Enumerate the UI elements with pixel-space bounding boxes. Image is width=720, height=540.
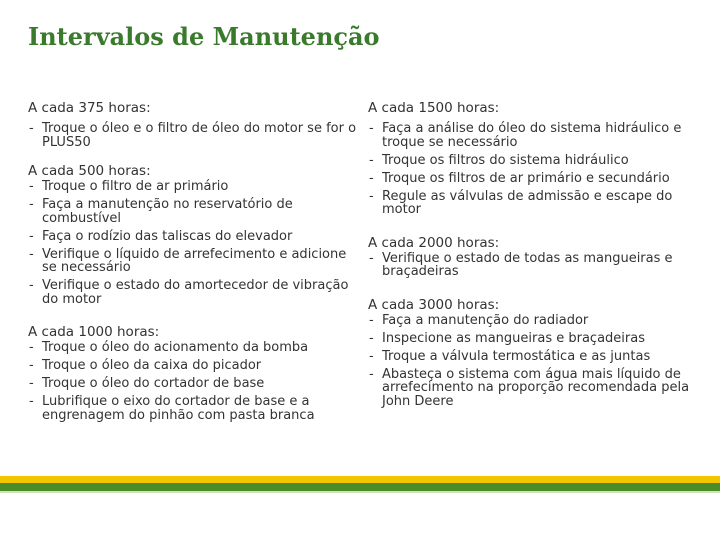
interval-500h xyxy=(28,163,358,306)
list-item: - Abasteça o sistema com água mais líquido de arrefecimento na proporção recomendada pela John Deere xyxy=(368,368,698,409)
list-item: - Verifique o estado de todas as mangueiras e braçadeiras xyxy=(368,252,698,279)
section-heading: A cada 1000 horas: xyxy=(28,324,160,340)
section-heading: A cada 375 horas: xyxy=(28,100,151,116)
footer-stripe-light xyxy=(0,491,720,493)
list-item: - Faça o rodízio das taliscas do elevador xyxy=(28,230,358,244)
section-heading: A cada 1500 horas: xyxy=(368,100,500,116)
interval-3000h xyxy=(368,297,698,409)
task-list xyxy=(368,122,698,217)
footer-stripe-green xyxy=(0,483,720,491)
list-item: - Regule as válvulas de admissão e escape do motor xyxy=(368,190,698,217)
interval-1000h xyxy=(28,324,358,422)
list-item: - Verifique o estado do amortecedor de vibração do motor xyxy=(28,279,358,306)
list-item: - Verifique o líquido de arrefecimento e adicione se necessário xyxy=(28,248,358,275)
list-item: - Troque o óleo da caixa do picador xyxy=(28,359,358,373)
section-heading: A cada 2000 horas: xyxy=(368,234,500,251)
list-item: - Troque o filtro de ar primário xyxy=(28,180,358,194)
task-list xyxy=(368,252,698,279)
left-column xyxy=(28,100,358,436)
task-list xyxy=(368,314,698,409)
interval-2000h xyxy=(368,235,698,279)
task-list xyxy=(28,180,358,306)
list-item: - Troque os filtros do sistema hidráulico xyxy=(368,154,698,168)
list-item: - Troque o óleo do cortador de base xyxy=(28,377,358,391)
section-heading: A cada 500 horas: xyxy=(28,163,151,179)
list-item: - Faça a manutenção no reservatório de combustível xyxy=(28,198,358,225)
footer-stripe xyxy=(0,476,720,493)
interval-375h xyxy=(28,100,358,149)
list-item: - Faça a manutenção do radiador xyxy=(368,314,698,328)
list-item: - Troque o óleo do acionamento da bomba xyxy=(28,341,358,355)
list-item: - Inspecione as mangueiras e braçadeiras xyxy=(368,332,698,346)
interval-1500h xyxy=(368,100,698,217)
footer-stripe-yellow xyxy=(0,476,720,483)
section-heading: A cada 3000 horas: xyxy=(368,296,500,313)
list-item: - Troque a válvula termostática e as juntas xyxy=(368,350,698,364)
task-list xyxy=(28,341,358,422)
page-title: Intervalos de Manutenção xyxy=(28,22,380,51)
list-item: - Troque os filtros de ar primário e secundário xyxy=(368,172,698,186)
task-list xyxy=(28,122,358,149)
list-item: - Lubrifique o eixo do cortador de base e a engrenagem do pinhão com pasta branca xyxy=(28,395,358,422)
right-column xyxy=(368,100,698,422)
list-item: - Troque o óleo e o filtro de óleo do motor se for o PLUS50 xyxy=(28,122,358,149)
list-item: - Faça a análise do óleo do sistema hidráulico e troque se necessário xyxy=(368,122,698,149)
